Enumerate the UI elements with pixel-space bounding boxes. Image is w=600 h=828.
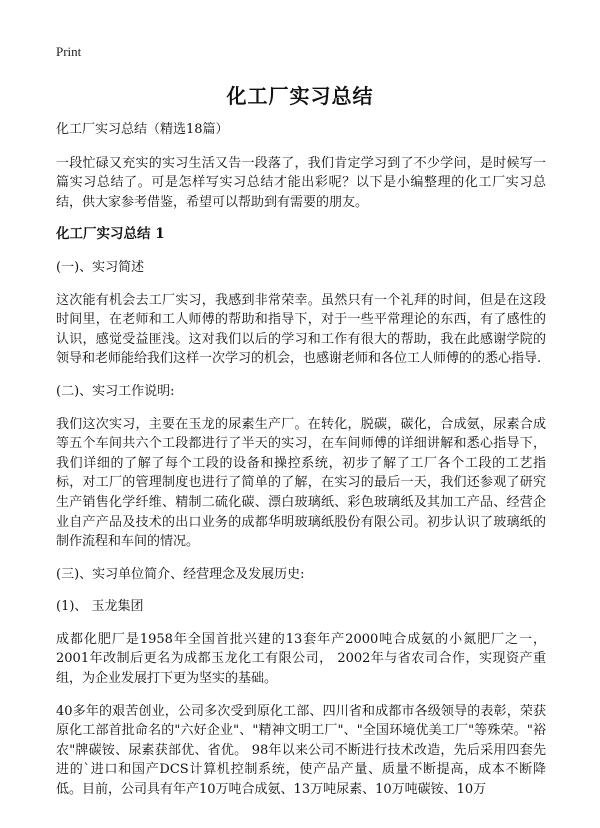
part3-sub-heading: (1)、 玉龙集团 — [56, 599, 144, 615]
intro-paragraph: 一段忙碌又充实的实习生活又告一段落了，我们肯定学习到了不少学问，是时候写一篇实习总结了。可是怎样写实习总结才能出彩呢？以下是小编整理的化工厂实习总结，供大家参考借鉴，希望可以帮助到有需要的朋友。 — [56, 155, 546, 210]
document-body — [56, 120, 546, 813]
part3-paragraph-2: 40多年的艰苦创业，公司多次受到原化工部、四川省和成都市各级领导的表彰，荣获原化工部首批命名的"六好企业"、"精神文明工厂"、"全国环境优美工厂"等殊荣。"裕农"牌碳铵、尿素获部优、省优。 98年以来公司不断进行技术改造，先后采用四套先进的`进口和国产DCS计算机控制系统，使产品产量、质量不断提高，成本不断降低。目前，公司具有年产10万吨合成氨、13万吨尿素、10万吨碳铵、10万 — [56, 703, 546, 798]
part3-paragraph-1: 成都化肥厂是1958年全国首批兴建的13套年产2000吨合成氨的小氮肥厂之一，2001年改制后更名为成都玉龙化工有限公司， 2002年与省农司合作，实现资产重组，为企业发展打下更为坚实的基础。 — [56, 631, 546, 687]
document-subtitle: 化工厂实习总结（精选18篇） — [56, 122, 229, 137]
part1-heading: (一)、实习简述 — [56, 259, 145, 275]
part3-heading: (三)、实习单位简介、经营理念及发展历史: — [56, 566, 305, 582]
part2-paragraph: 我们这次实习，主要在玉龙的尿素生产厂。在转化，脱碳，碳化，合成氨，尿素合成等五个车间共六个工段都进行了半天的实习，在车间师傅的详细讲解和悉心指导下，我们详细的了解了每个工段的设备和操控系统，初步了解了工厂各个工段的工艺指标，对工厂的管理制度也进行了简单的了解，在实习的最后一天，我们还参观了研究生产销售化学纤维、精制二硫化碳、漂白玻璃纸、彩色玻璃纸及其加工产品、经营企业自产产品及技术的出口业务的成都华明玻璃纸股份有限公司。初步认识了玻璃纸的制作流程和车间的情况。 — [56, 416, 546, 550]
part2-heading: (二)、实习工作说明: — [56, 383, 175, 399]
print-link[interactable]: Print — [56, 44, 82, 59]
document-title: 化工厂实习总结 — [226, 84, 374, 108]
part1-paragraph: 这次能有机会去工厂实习，我感到非常荣幸。虽然只有一个礼拜的时间，但是在这段时间里，在老师和工人师傅的帮助和指导下，对于一些平常理论的东西，有了感性的认识，感觉受益匪浅。这对我们以后的学习和工作有很大的帮助，我在此感谢学院的领导和老师能给我们这样一次学习的机会，也感谢老师和各位工人师傅的的悉心指导. — [56, 292, 546, 367]
section-heading-1: 化工厂实习总结 1 — [56, 226, 165, 243]
